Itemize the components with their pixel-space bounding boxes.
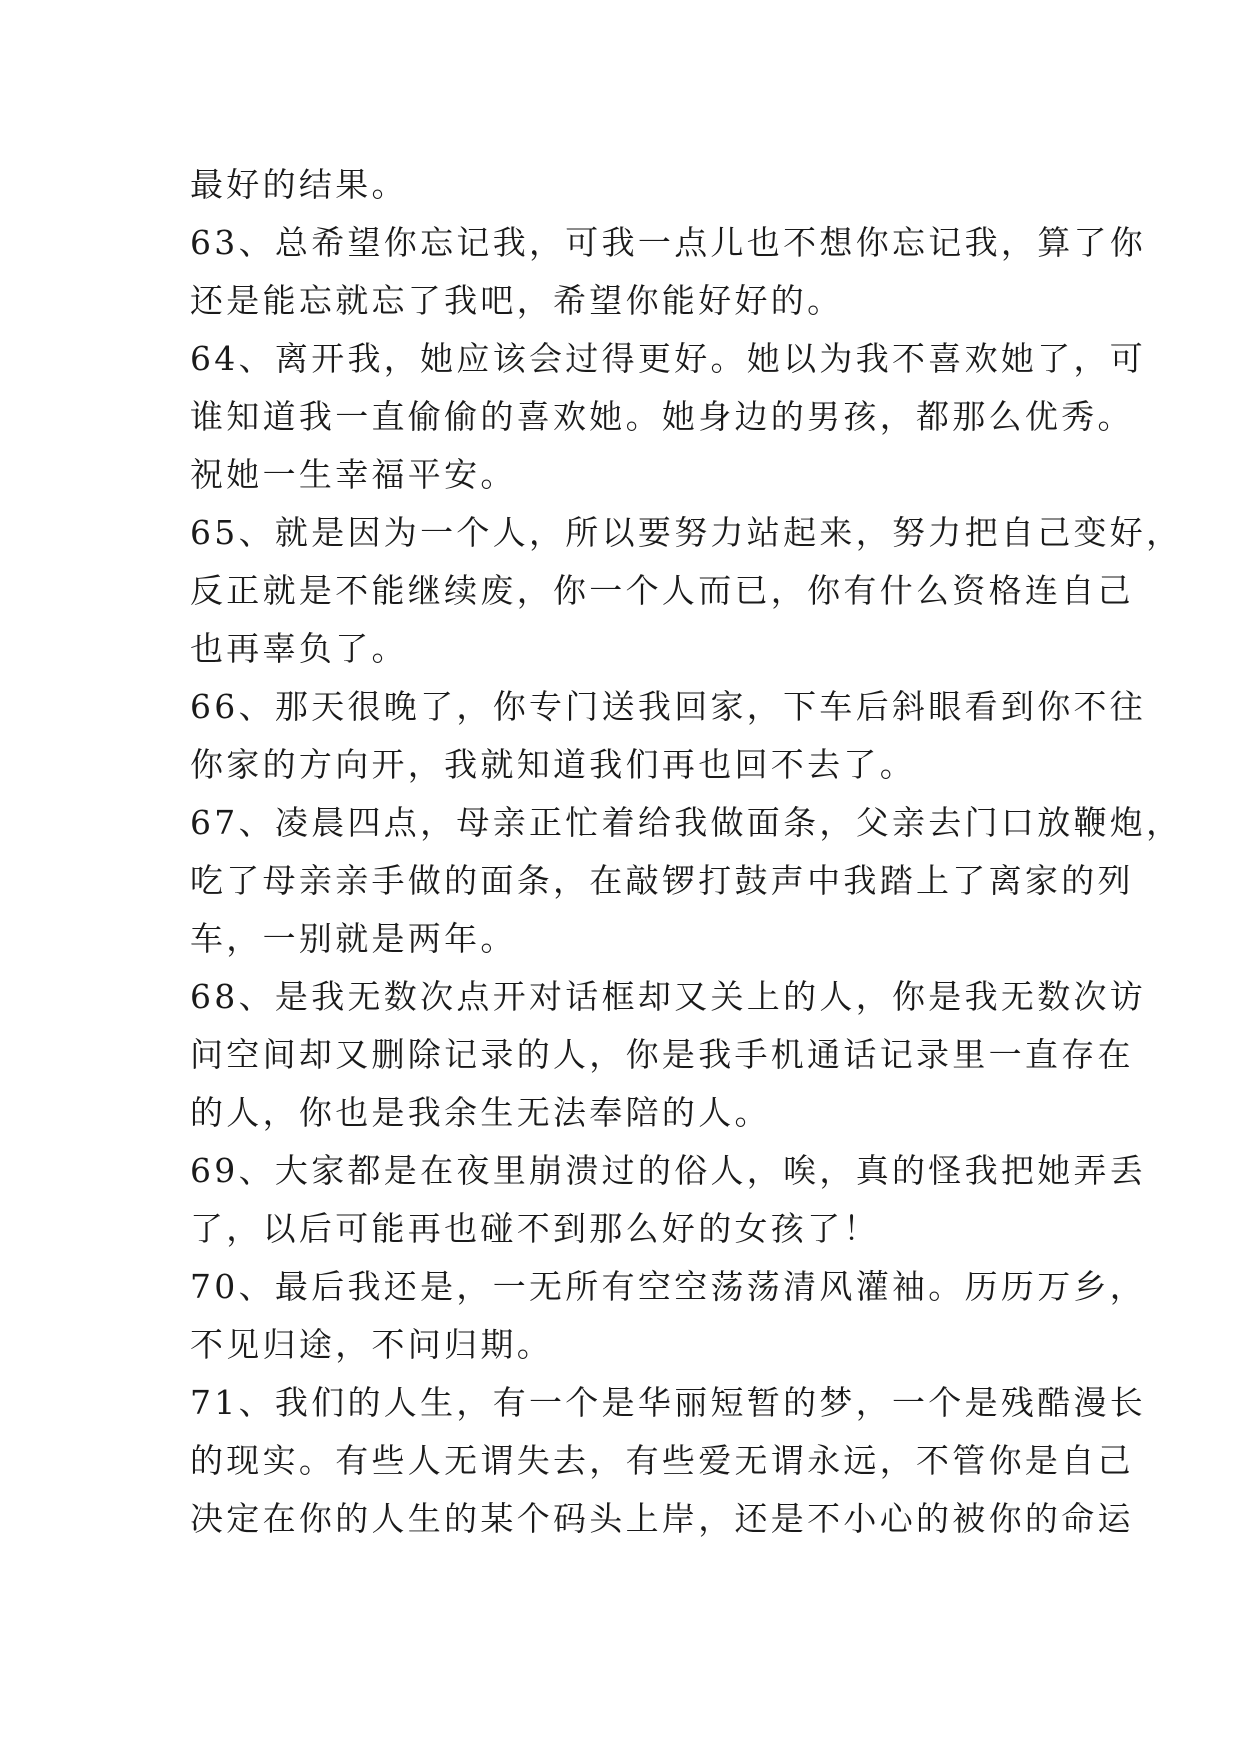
text-line: 71、我们的人生，有一个是华丽短暂的梦，一个是残酷漫长 — [190, 1383, 1147, 1422]
text-line: 反正就是不能继续废，你一个人而已，你有什么资格连自己 — [190, 571, 1134, 610]
text-line: 也再辜负了。 — [190, 629, 408, 668]
text-line: 吃了母亲亲手做的面条，在敲锣打鼓声中我踏上了离家的列 — [190, 861, 1134, 900]
text-line: 65、就是因为一个人，所以要努力站起来，努力把自己变好， — [190, 513, 1183, 552]
text-line: 祝她一生幸福平安。 — [190, 455, 517, 494]
text-line: 问空间却又删除记录的人，你是我手机通话记录里一直存在 — [190, 1035, 1134, 1074]
text-line: 决定在你的人生的某个码头上岸，还是不小心的被你的命运 — [190, 1499, 1134, 1538]
text-line: 你家的方向开，我就知道我们再也回不去了。 — [190, 745, 916, 784]
text-line: 还是能忘就忘了我吧，希望你能好好的。 — [190, 281, 844, 320]
text-line: 64、离开我，她应该会过得更好。她以为我不喜欢她了，可 — [190, 339, 1147, 378]
text-line: 了，以后可能再也碰不到那么好的女孩了！ — [190, 1209, 880, 1248]
text-line: 最好的结果。 — [190, 165, 408, 204]
text-line: 66、那天很晚了，你专门送我回家，下车后斜眼看到你不往 — [190, 687, 1147, 726]
text-line: 的人，你也是我余生无法奉陪的人。 — [190, 1093, 771, 1132]
text-line: 70、最后我还是，一无所有空空荡荡清风灌袖。历历万乡， — [190, 1267, 1147, 1306]
text-line: 车，一别就是两年。 — [190, 919, 517, 958]
text-line: 不见归途，不问归期。 — [190, 1325, 553, 1364]
text-line: 68、是我无数次点开对话框却又关上的人，你是我无数次访 — [190, 977, 1147, 1016]
text-line: 63、总希望你忘记我，可我一点儿也不想你忘记我，算了你 — [190, 223, 1147, 262]
text-line: 69、大家都是在夜里崩溃过的俗人，唉，真的怪我把她弄丢 — [190, 1151, 1147, 1190]
text-line: 67、凌晨四点，母亲正忙着给我做面条，父亲去门口放鞭炮， — [190, 803, 1183, 842]
text-line: 的现实。有些人无谓失去，有些爱无谓永远，不管你是自己 — [190, 1441, 1134, 1480]
text-line: 谁知道我一直偷偷的喜欢她。她身边的男孩，都那么优秀。 — [190, 397, 1134, 436]
